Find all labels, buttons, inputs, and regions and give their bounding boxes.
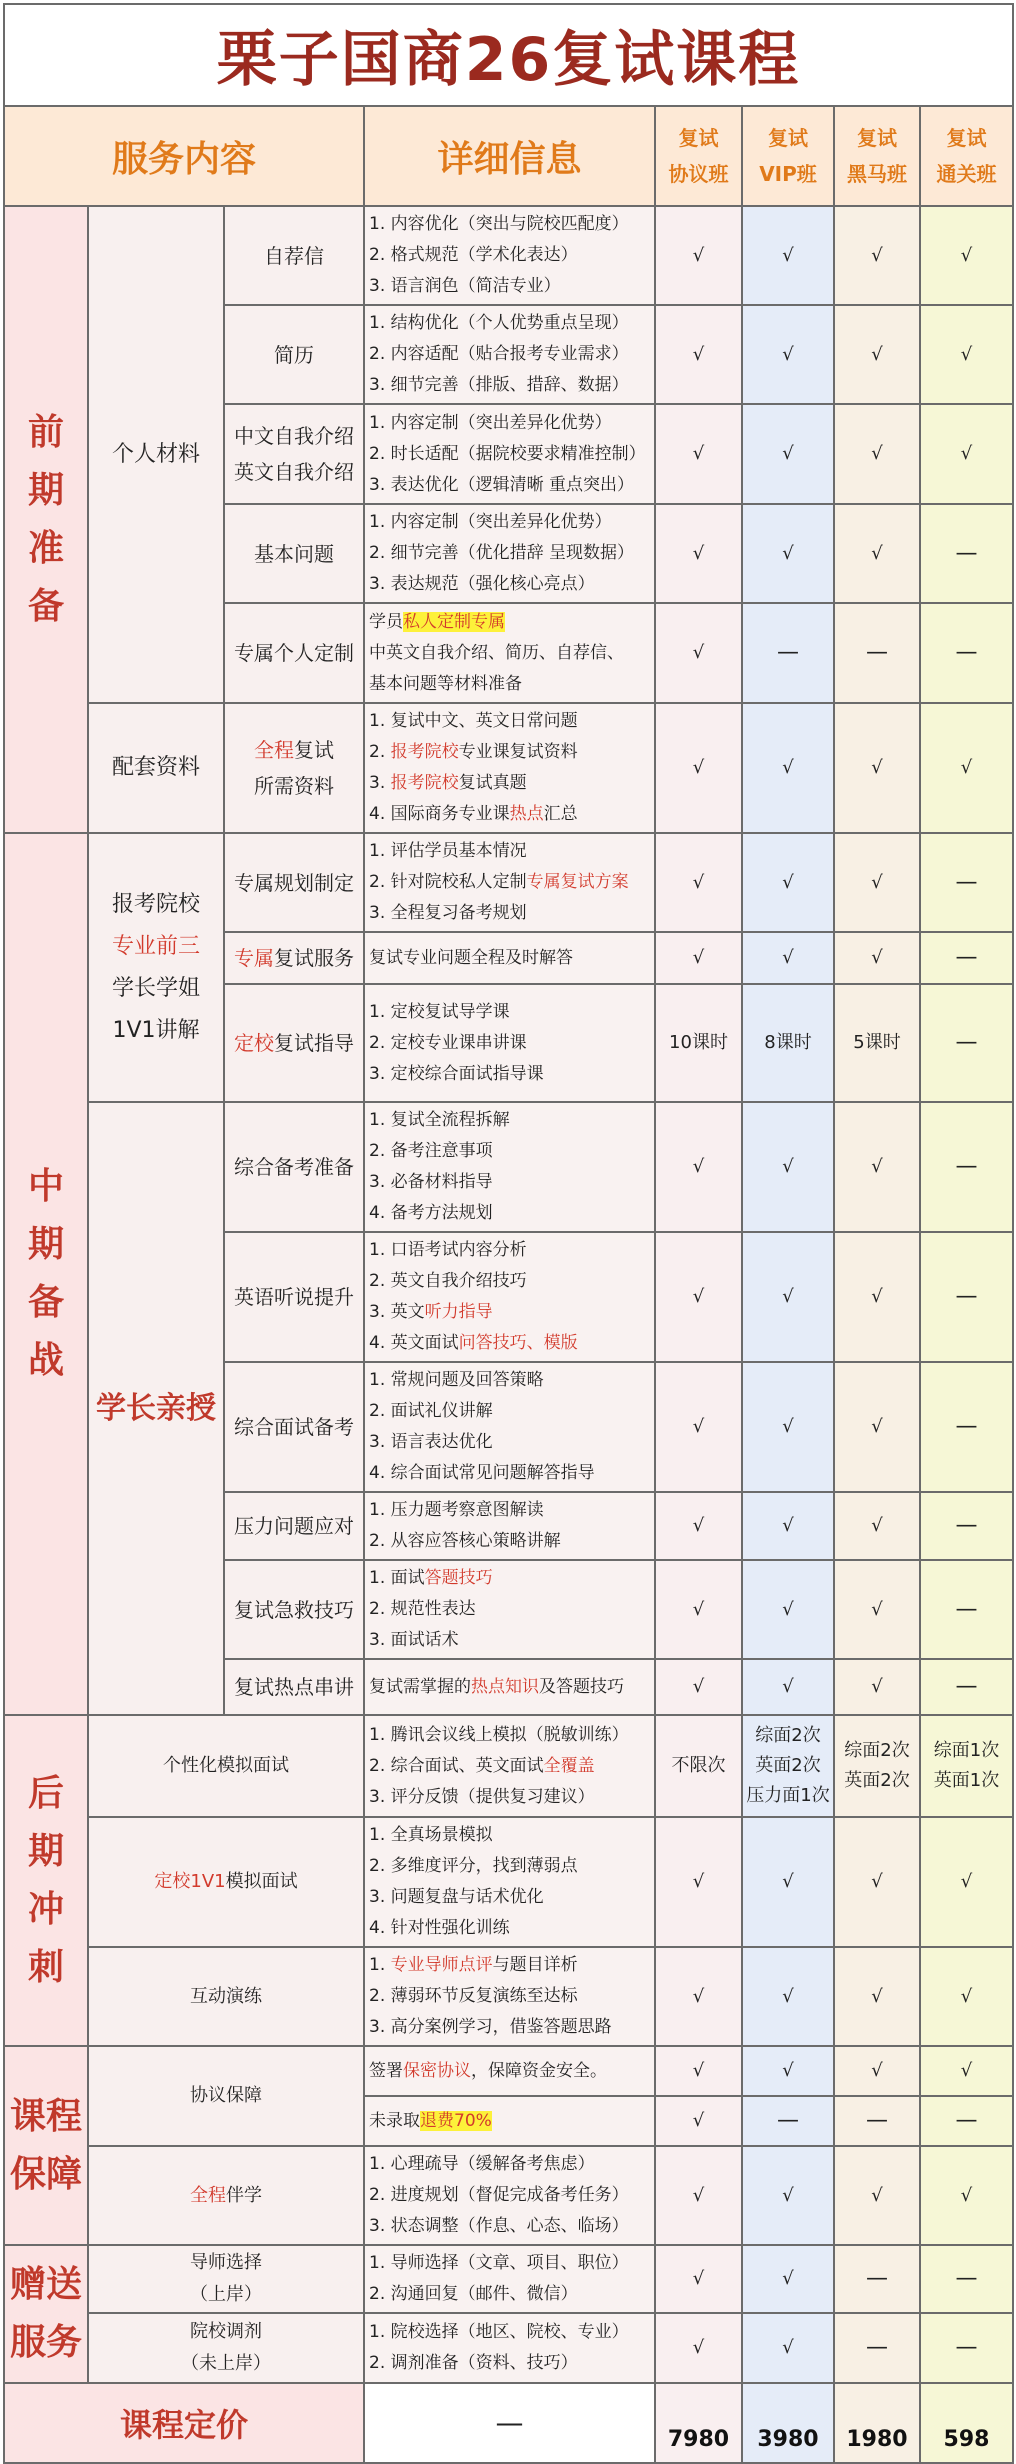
header-service: 服务内容 — [4, 106, 364, 206]
cell-c: √ — [834, 1362, 920, 1492]
cell-a: √ — [655, 1232, 742, 1362]
row-detail: 1. 面试答题技巧 2. 规范性表达 3. 面试话术 — [364, 1560, 655, 1659]
row-detail: 1. 口语考试内容分析 2. 英文自我介绍技巧 3. 英文听力指导 4. 英文面试问答技巧、模版 — [364, 1232, 655, 1362]
cell-a: √ — [655, 1102, 742, 1232]
row-detail: 1. 复试全流程拆解 2. 备考注意事项 3. 必备材料指导 4. 备考方法规划 — [364, 1102, 655, 1232]
row-name: 自荐信 — [224, 206, 364, 305]
row-detail: 学员私人定制专属 中英文自我介绍、简历、自荐信、 基本问题等材料准备 — [364, 603, 655, 703]
cell-a: √ — [655, 603, 742, 703]
group-teach: 学长亲授 — [88, 1102, 224, 1715]
cell-d: √ — [920, 404, 1013, 504]
cell-b: √ — [742, 703, 834, 833]
row-name: 压力问题应对 — [224, 1492, 364, 1560]
cell-c: √ — [834, 305, 920, 404]
cell-d: √ — [920, 2046, 1013, 2096]
cell-d: — — [920, 932, 1013, 984]
cell-d: — — [920, 1102, 1013, 1232]
page-title: 栗子国商26复试课程 — [4, 4, 1013, 106]
cell-d: √ — [920, 1817, 1013, 1947]
cell-b: √ — [742, 1232, 834, 1362]
cell-a: √ — [655, 1817, 742, 1947]
row-name: 综合备考准备 — [224, 1102, 364, 1232]
cell-d: √ — [920, 703, 1013, 833]
row-name: 个性化模拟面试 — [88, 1715, 364, 1817]
cell-a: √ — [655, 2096, 742, 2146]
price-pass: 598 — [920, 2383, 1013, 2463]
cell-a: √ — [655, 1362, 742, 1492]
table-row — [4, 206, 1013, 305]
cell-d: — — [920, 1560, 1013, 1659]
section-late: 后 期 冲 刺 — [4, 1715, 88, 2046]
row-name: 复试急救技巧 — [224, 1560, 364, 1659]
cell-c: 综面2次 英面2次 — [834, 1715, 920, 1817]
cell-a: 10课时 — [655, 984, 742, 1102]
cell-d: — — [920, 833, 1013, 932]
cell-a: √ — [655, 206, 742, 305]
table-row — [4, 703, 1013, 833]
row-detail: 1. 评估学员基本情况 2. 针对院校私人定制专属复试方案 3. 全程复习备考规划 — [364, 833, 655, 932]
row-name: 专属复试服务 — [224, 932, 364, 984]
section-gift: 赠送 服务 — [4, 2245, 88, 2383]
cell-d: — — [920, 1659, 1013, 1715]
cell-b: 综面2次 英面2次 压力面1次 — [742, 1715, 834, 1817]
cell-d: √ — [920, 206, 1013, 305]
row-name: 全程复试 所需资料 — [224, 703, 364, 833]
row-name: 全程伴学 — [88, 2146, 364, 2245]
price-agreement: 7980 — [655, 2383, 742, 2463]
row-detail: 1. 常规问题及回答策略 2. 面试礼仪讲解 3. 语言表达优化 4. 综合面试常见问题解答指导 — [364, 1362, 655, 1492]
row-name: 基本问题 — [224, 504, 364, 603]
cell-c: √ — [834, 2046, 920, 2096]
cell-b: √ — [742, 833, 834, 932]
row-detail: 未录取退费70% — [364, 2096, 655, 2146]
cell-c: √ — [834, 504, 920, 603]
cell-c: √ — [834, 932, 920, 984]
row-detail: 签署保密协议，保障资金安全。 — [364, 2046, 655, 2096]
table-row — [4, 2046, 1013, 2096]
price-vip: 3980 — [742, 2383, 834, 2463]
cell-a: √ — [655, 504, 742, 603]
cell-a: √ — [655, 2046, 742, 2096]
cell-a: √ — [655, 305, 742, 404]
cell-a: √ — [655, 2313, 742, 2383]
cell-a: √ — [655, 833, 742, 932]
cell-d: 综面1次 英面1次 — [920, 1715, 1013, 1817]
section-mid: 中 期 备 战 — [4, 833, 88, 1715]
row-detail: 1. 导师选择（文章、项目、职位） 2. 沟通回复（邮件、微信） — [364, 2245, 655, 2313]
row-detail: 1. 定校复试导学课 2. 定校专业课串讲课 3. 定校综合面试指导课 — [364, 984, 655, 1102]
cell-b: √ — [742, 1947, 834, 2046]
cell-c: √ — [834, 1817, 920, 1947]
row-name: 专属规划制定 — [224, 833, 364, 932]
cell-d: — — [920, 2245, 1013, 2313]
cell-b: 8课时 — [742, 984, 834, 1102]
row-detail: 1. 专业导师点评与题目详析 2. 薄弱环节反复演练至达标 3. 高分案例学习，借鉴答题思路 — [364, 1947, 655, 2046]
cell-c: √ — [834, 1232, 920, 1362]
row-name: 专属个人定制 — [224, 603, 364, 703]
row-name: 定校复试指导 — [224, 984, 364, 1102]
table-row — [4, 833, 1013, 932]
row-detail: 1. 心理疏导（缓解备考焦虑） 2. 进度规划（督促完成备考任务） 3. 状态调整（作息、心态、临场） — [364, 2146, 655, 2245]
group-school: 报考院校 专业前三 学长学姐 1V1讲解 — [88, 833, 224, 1102]
cell-c: — — [834, 2245, 920, 2313]
cell-b: √ — [742, 1492, 834, 1560]
row-name: 互动演练 — [88, 1947, 364, 2046]
cell-d: — — [920, 1492, 1013, 1560]
cell-a: √ — [655, 1947, 742, 2046]
row-detail: 1. 复试中文、英文日常问题 2. 报考院校专业课复试资料 3. 报考院校复试真题 4. 国际商务专业课热点汇总 — [364, 703, 655, 833]
cell-b: √ — [742, 1560, 834, 1659]
table-row — [4, 1817, 1013, 1947]
header-class-vip: 复试 VIP班 — [742, 106, 834, 206]
cell-d: — — [920, 603, 1013, 703]
cell-b: √ — [742, 206, 834, 305]
cell-a: √ — [655, 1492, 742, 1560]
row-name: 英语听说提升 — [224, 1232, 364, 1362]
pricing-row — [4, 2383, 1013, 2463]
cell-b: √ — [742, 2245, 834, 2313]
cell-d: — — [920, 504, 1013, 603]
cell-c: √ — [834, 703, 920, 833]
cell-c: √ — [834, 1560, 920, 1659]
cell-d: — — [920, 1232, 1013, 1362]
cell-d: — — [920, 2313, 1013, 2383]
cell-a: √ — [655, 2245, 742, 2313]
section-guarantee: 课程 保障 — [4, 2046, 88, 2245]
row-name: 定校1V1模拟面试 — [88, 1817, 364, 1947]
row-detail: 1. 院校选择（地区、院校、专业） 2. 调剂准备（资料、技巧） — [364, 2313, 655, 2383]
row-detail: 1. 内容定制（突出差异化优势） 2. 时长适配（据院校要求精准控制） 3. 表达优化（逻辑清晰 重点突出） — [364, 404, 655, 504]
row-detail: 1. 压力题考察意图解读 2. 从容应答核心策略讲解 — [364, 1492, 655, 1560]
cell-c: √ — [834, 1659, 920, 1715]
header-class-pass: 复试 通关班 — [920, 106, 1013, 206]
cell-b: √ — [742, 2313, 834, 2383]
cell-d: — — [920, 2096, 1013, 2146]
cell-a: √ — [655, 1659, 742, 1715]
cell-c: — — [834, 2096, 920, 2146]
cell-d: √ — [920, 305, 1013, 404]
cell-d: — — [920, 984, 1013, 1102]
row-detail: 1. 结构优化（个人优势重点呈现） 2. 内容适配（贴合报考专业需求） 3. 细节完善（排版、措辞、数据） — [364, 305, 655, 404]
cell-b: √ — [742, 2046, 834, 2096]
cell-d: √ — [920, 2146, 1013, 2245]
table-row — [4, 1102, 1013, 1232]
pricing-label: 课程定价 — [4, 2383, 364, 2463]
cell-b: √ — [742, 1817, 834, 1947]
cell-b: √ — [742, 1362, 834, 1492]
cell-c: √ — [834, 1102, 920, 1232]
course-table — [3, 3, 1014, 2464]
cell-d: √ — [920, 1947, 1013, 2046]
row-name: 复试热点串讲 — [224, 1659, 364, 1715]
table-row — [4, 2245, 1013, 2313]
table-row — [4, 2146, 1013, 2245]
header-class-darkhorse: 复试 黑马班 — [834, 106, 920, 206]
header-detail: 详细信息 — [364, 106, 655, 206]
cell-a: √ — [655, 703, 742, 833]
row-detail: 复试需掌握的热点知识及答题技巧 — [364, 1659, 655, 1715]
row-name: 协议保障 — [88, 2046, 364, 2146]
cell-b: √ — [742, 1102, 834, 1232]
cell-c: 5课时 — [834, 984, 920, 1102]
cell-b: √ — [742, 2146, 834, 2245]
section-early: 前 期 准 备 — [4, 206, 88, 833]
pricing-service: — — [364, 2383, 655, 2463]
cell-c: √ — [834, 833, 920, 932]
cell-a: √ — [655, 1560, 742, 1659]
cell-a: 不限次 — [655, 1715, 742, 1817]
cell-c: √ — [834, 1492, 920, 1560]
cell-b: √ — [742, 1659, 834, 1715]
header-class-agreement: 复试 协议班 — [655, 106, 742, 206]
row-detail: 1. 腾讯会议线上模拟（脱敏训练） 2. 综合面试、英文面试全覆盖 3. 评分反馈（提供复习建议） — [364, 1715, 655, 1817]
cell-b: √ — [742, 305, 834, 404]
row-detail: 1. 内容定制（突出差异化优势） 2. 细节完善（优化措辞 呈现数据） 3. 表达规范（强化核心亮点） — [364, 504, 655, 603]
cell-b: √ — [742, 504, 834, 603]
cell-d: — — [920, 1362, 1013, 1492]
cell-b: — — [742, 603, 834, 703]
row-name: 综合面试备考 — [224, 1362, 364, 1492]
cell-a: √ — [655, 2146, 742, 2245]
cell-c: √ — [834, 1947, 920, 2046]
row-detail: 复试专业问题全程及时解答 — [364, 932, 655, 984]
group-personal: 个人材料 — [88, 206, 224, 703]
cell-b: √ — [742, 404, 834, 504]
cell-a: √ — [655, 932, 742, 984]
cell-a: √ — [655, 404, 742, 504]
row-name: 中文自我介绍 英文自我介绍 — [224, 404, 364, 504]
cell-c: — — [834, 2313, 920, 2383]
group-support: 配套资料 — [88, 703, 224, 833]
cell-c: — — [834, 603, 920, 703]
cell-b: — — [742, 2096, 834, 2146]
cell-b: √ — [742, 932, 834, 984]
row-detail: 1. 全真场景模拟 2. 多维度评分，找到薄弱点 3. 问题复盘与话术优化 4. 针对性强化训练 — [364, 1817, 655, 1947]
price-darkhorse: 1980 — [834, 2383, 920, 2463]
row-name: 院校调剂 （未上岸） — [88, 2313, 364, 2383]
row-detail: 1. 内容优化（突出与院校匹配度） 2. 格式规范（学术化表达） 3. 语言润色（简洁专业） — [364, 206, 655, 305]
row-name: 简历 — [224, 305, 364, 404]
row-name: 导师选择 （上岸） — [88, 2245, 364, 2313]
cell-c: √ — [834, 404, 920, 504]
table-row — [4, 1947, 1013, 2046]
cell-c: √ — [834, 206, 920, 305]
table-row — [4, 1715, 1013, 1817]
table-row — [4, 2313, 1013, 2383]
cell-c: √ — [834, 2146, 920, 2245]
